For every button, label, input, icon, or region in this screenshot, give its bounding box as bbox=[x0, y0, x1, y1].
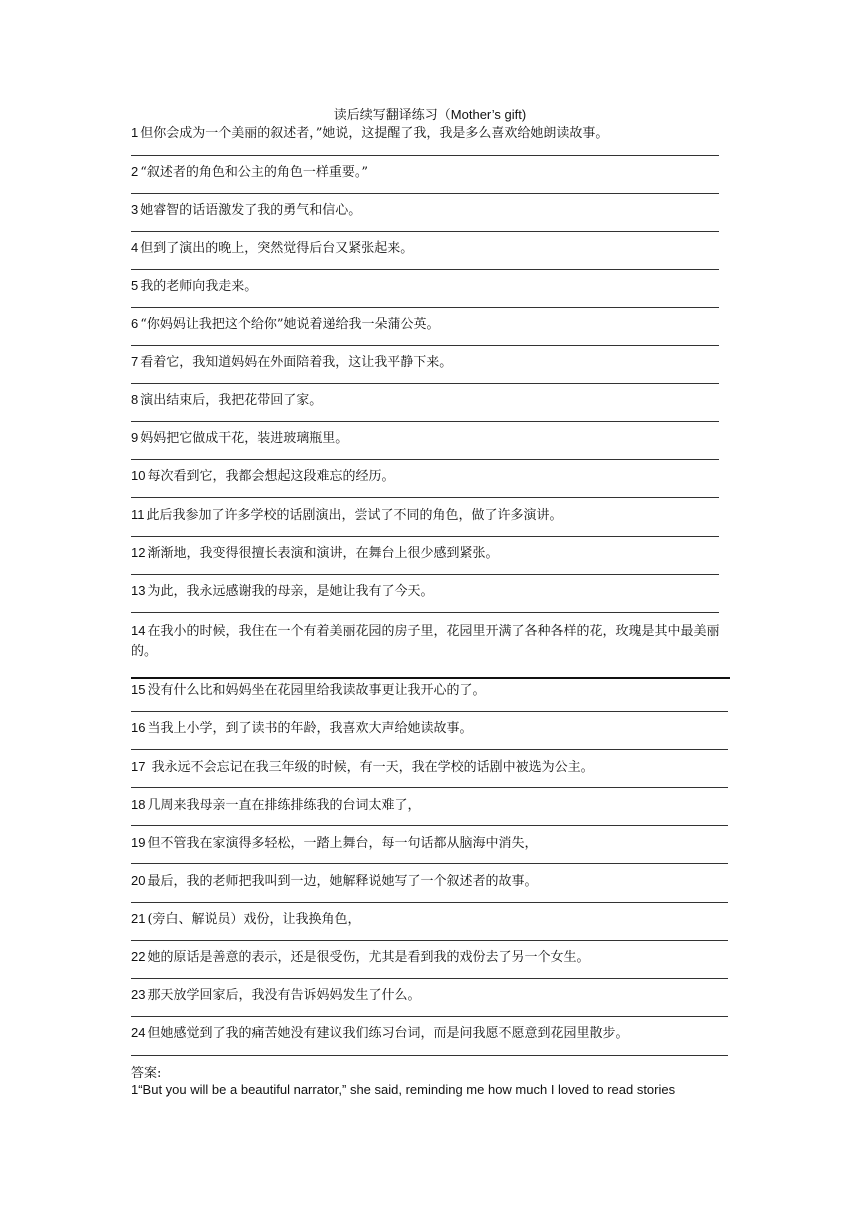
question-text: 当我上小学，到了读书的年龄，我喜欢大声给她读故事。 bbox=[147, 721, 473, 736]
question-text: 此后我参加了许多学校的话剧演出，尝试了不同的角色，做了许多演讲。 bbox=[146, 508, 563, 523]
answer-line bbox=[131, 497, 719, 498]
question-number: 12 bbox=[131, 545, 146, 560]
answer-line bbox=[131, 574, 719, 575]
answer-1: 1“But you will be a beautiful narrator,” she said, reminding me how much I loved to read stories bbox=[131, 1082, 676, 1097]
answer-line bbox=[131, 612, 719, 613]
question-number: 5 bbox=[131, 278, 139, 293]
answer-line bbox=[131, 1055, 728, 1056]
question-item bbox=[131, 909, 361, 930]
question-item bbox=[131, 200, 361, 221]
question-item bbox=[131, 757, 594, 778]
section-divider bbox=[131, 677, 730, 679]
question-number: 4 bbox=[131, 240, 139, 255]
question-number: 16 bbox=[131, 720, 146, 735]
question-text: 她睿智的话语激发了我的勇气和信心。 bbox=[140, 203, 362, 218]
question-item bbox=[131, 621, 731, 662]
answer-line bbox=[131, 459, 719, 460]
question-number: 17 bbox=[131, 759, 146, 774]
question-text: 但你会成为一个美丽的叙述者，”她说，这提醒了我，我是多么喜欢给她朗读故事。 bbox=[140, 126, 609, 141]
answer-line bbox=[131, 787, 728, 788]
question-item bbox=[131, 795, 420, 816]
question-text: 但到了演出的晚上，突然觉得后台又紧张起来。 bbox=[140, 241, 414, 256]
question-item bbox=[131, 466, 394, 487]
question-number: 2 bbox=[131, 164, 139, 179]
question-text: 演出结束后，我把花带回了家。 bbox=[140, 393, 323, 408]
question-text: (旁白、解说员）戏份，让我换角色， bbox=[147, 912, 361, 927]
answer-line bbox=[131, 940, 728, 941]
question-text: 在我小的时候，我住在一个有着美丽花园的房子里，花园里开满了各种各样的花，玫瑰是其中最美丽的。 bbox=[131, 624, 720, 659]
question-text: 那天放学回家后，我没有告诉妈妈发生了什么。 bbox=[147, 988, 421, 1003]
question-number: 21 bbox=[131, 911, 146, 926]
page-title: 读后续写翻译练习（Mother’s gift) bbox=[333, 107, 527, 122]
question-item bbox=[131, 543, 498, 564]
answer-line bbox=[131, 269, 719, 270]
question-number: 1 bbox=[131, 125, 139, 140]
answer-line bbox=[131, 749, 728, 750]
question-item bbox=[131, 123, 608, 144]
question-number: 7 bbox=[131, 354, 139, 369]
question-text: 但不管我在家演得多轻松，一踏上舞台，每一句话都从脑海中消失， bbox=[147, 836, 538, 851]
question-text: 看着它，我知道妈妈在外面陪着我，这让我平静下来。 bbox=[140, 355, 453, 370]
question-number: 8 bbox=[131, 392, 139, 407]
question-item bbox=[131, 390, 322, 411]
answer-line bbox=[131, 155, 719, 156]
question-number: 18 bbox=[131, 797, 146, 812]
answer-line bbox=[131, 421, 719, 422]
question-text: 每次看到它，我都会想起这段难忘的经历。 bbox=[147, 469, 395, 484]
question-text: “你妈妈让我把这个给你”她说着递给我一朵蒲公英。 bbox=[140, 317, 440, 332]
question-number: 20 bbox=[131, 873, 146, 888]
question-number: 3 bbox=[131, 202, 139, 217]
question-item bbox=[131, 352, 452, 373]
question-number: 24 bbox=[131, 1025, 146, 1040]
question-item bbox=[131, 314, 440, 335]
question-number: 23 bbox=[131, 987, 146, 1002]
question-text: 几周来我母亲一直在排练排练我的台词太难了， bbox=[147, 798, 421, 813]
answer-line bbox=[131, 345, 719, 346]
answer-line bbox=[131, 193, 719, 194]
question-number: 13 bbox=[131, 583, 146, 598]
question-text: 她的原话是善意的表示，还是很受伤，尤其是看到我的戏份去了另一个女生。 bbox=[147, 950, 590, 965]
question-text: 我永远不会忘记在我三年级的时候，有一天，我在学校的话剧中被选为公主。 bbox=[147, 760, 594, 775]
question-text: 我的老师向我走来。 bbox=[140, 279, 258, 294]
question-item bbox=[131, 505, 563, 526]
question-item bbox=[131, 428, 348, 449]
question-item bbox=[131, 871, 537, 892]
question-item bbox=[131, 947, 589, 968]
answers-label: 答案: bbox=[131, 1066, 162, 1081]
question-item bbox=[131, 1023, 628, 1044]
answer-line bbox=[131, 863, 728, 864]
question-text: 渐渐地，我变得很擅长表演和演讲，在舞台上很少感到紧张。 bbox=[147, 546, 499, 561]
question-number: 19 bbox=[131, 835, 146, 850]
question-item bbox=[131, 238, 413, 259]
answer-line bbox=[131, 1016, 728, 1017]
answer-line bbox=[131, 978, 728, 979]
question-number: 9 bbox=[131, 430, 139, 445]
question-text: 最后，我的老师把我叫到一边，她解释说她写了一个叙述者的故事。 bbox=[147, 874, 538, 889]
question-item bbox=[131, 718, 472, 739]
question-item bbox=[131, 162, 368, 183]
question-item bbox=[131, 276, 257, 297]
question-number: 22 bbox=[131, 949, 146, 964]
question-item bbox=[131, 985, 420, 1006]
question-number: 6 bbox=[131, 316, 139, 331]
question-item bbox=[131, 680, 485, 701]
question-item bbox=[131, 833, 537, 854]
answer-line bbox=[131, 383, 719, 384]
question-number: 15 bbox=[131, 682, 146, 697]
answer-line bbox=[131, 536, 719, 537]
answer-line bbox=[131, 711, 728, 712]
question-number: 10 bbox=[131, 468, 146, 483]
answer-line bbox=[131, 902, 728, 903]
question-number: 11 bbox=[131, 507, 145, 522]
question-text: 妈妈把它做成干花，装进玻璃瓶里。 bbox=[140, 431, 349, 446]
question-text: “叙述者的角色和公主的角色一样重要。” bbox=[140, 165, 369, 180]
question-number: 14 bbox=[131, 623, 146, 638]
answer-line bbox=[131, 307, 719, 308]
question-text: 为此，我永远感谢我的母亲，是她让我有了今天。 bbox=[147, 584, 434, 599]
answer-line bbox=[131, 825, 728, 826]
question-item bbox=[131, 581, 433, 602]
question-text: 没有什么比和妈妈坐在花园里给我读故事更让我开心的了。 bbox=[147, 683, 486, 698]
answer-line bbox=[131, 231, 719, 232]
question-text: 但她感觉到了我的痛苦她没有建议我们练习台词，而是问我愿不愿意到花园里散步。 bbox=[147, 1026, 629, 1041]
